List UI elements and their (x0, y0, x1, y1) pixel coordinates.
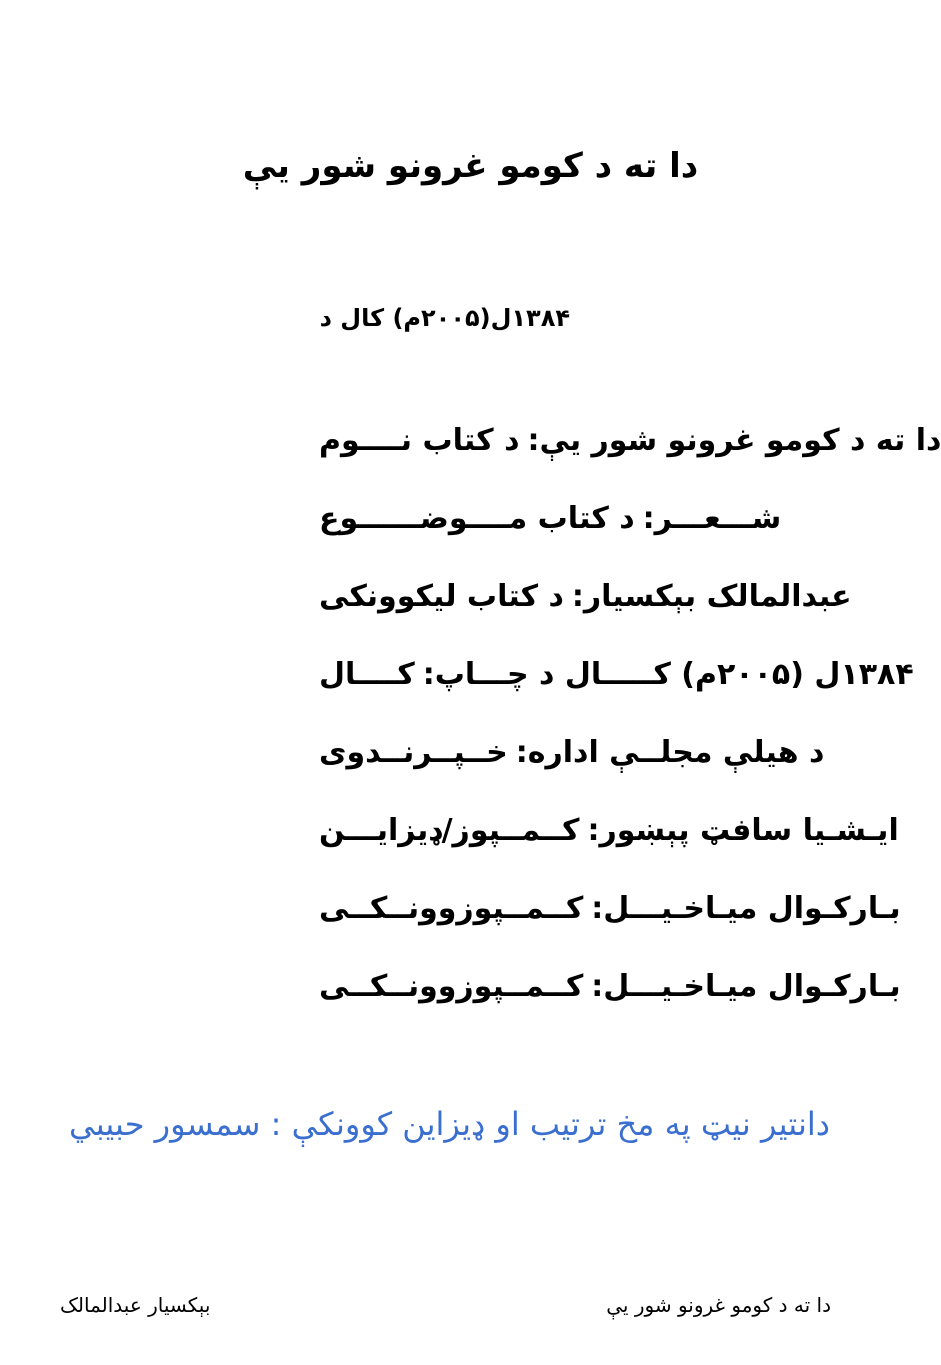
info-label: کــــال (319, 657, 415, 692)
info-row-author (301, 574, 861, 652)
info-separator: : (527, 423, 540, 458)
info-row-composer-2 (301, 964, 901, 1042)
publication-year: ۱۳۸۴ل(۲۰۰۵م) کال د (319, 304, 570, 332)
info-label: کــمــپوز/ډيزايـــن (319, 813, 580, 848)
info-value: ايـشـيا سافټ پېښور (599, 813, 899, 848)
info-label: د کتاب لیکوونکی (319, 579, 564, 614)
info-value: د هيلې مجلــې اداره (527, 735, 825, 770)
info-separator: : (515, 735, 528, 770)
info-separator: : (571, 579, 584, 614)
info-separator: : (642, 501, 655, 536)
info-value: عبدالمالک بېکسيار (583, 579, 852, 614)
footer-author: بېکسيار عبدالمالک (60, 1293, 211, 1317)
info-value: بـارکـوال ميـاخـيـــل (603, 969, 901, 1004)
info-value: ۱۳۸۴ل (۲۰۰۵م) کـــــال د چـــاپ (434, 657, 914, 692)
book-title: دا ته د کومو غرونو شور يې (242, 146, 699, 186)
info-row-year (301, 652, 914, 730)
info-label: کــمــپوزوونــکــی (319, 891, 584, 926)
info-separator: : (422, 657, 435, 692)
info-row-compose-design (301, 808, 899, 886)
info-row-subject (301, 496, 861, 574)
book-info-list (301, 418, 941, 1042)
info-row-book-name (301, 418, 941, 496)
info-separator: : (591, 891, 604, 926)
info-label: د کتاب نــــوم (319, 423, 520, 458)
info-label: کــمــپوزوونــکــی (319, 969, 584, 1004)
info-value: بـارکـوال ميـاخـيـــل (603, 891, 901, 926)
info-row-composer-1 (301, 886, 901, 964)
info-value: شـــعـــر (654, 501, 782, 536)
designer-credit: دانتير نيټ په مخ ترتيب او ډيزاين کوونکې : سمسور حبيبي (69, 1105, 830, 1143)
footer-title: دا ته د کومو غرونو شور يې (606, 1293, 831, 1317)
info-value: دا ته د کومو غرونو شور يې (539, 423, 941, 458)
info-label: خــپــرنــدوی (319, 735, 508, 770)
info-label: د کتاب مــــوضــــــوع (319, 501, 635, 536)
info-separator: : (587, 813, 600, 848)
info-separator: : (591, 969, 604, 1004)
info-row-publisher (301, 730, 861, 808)
